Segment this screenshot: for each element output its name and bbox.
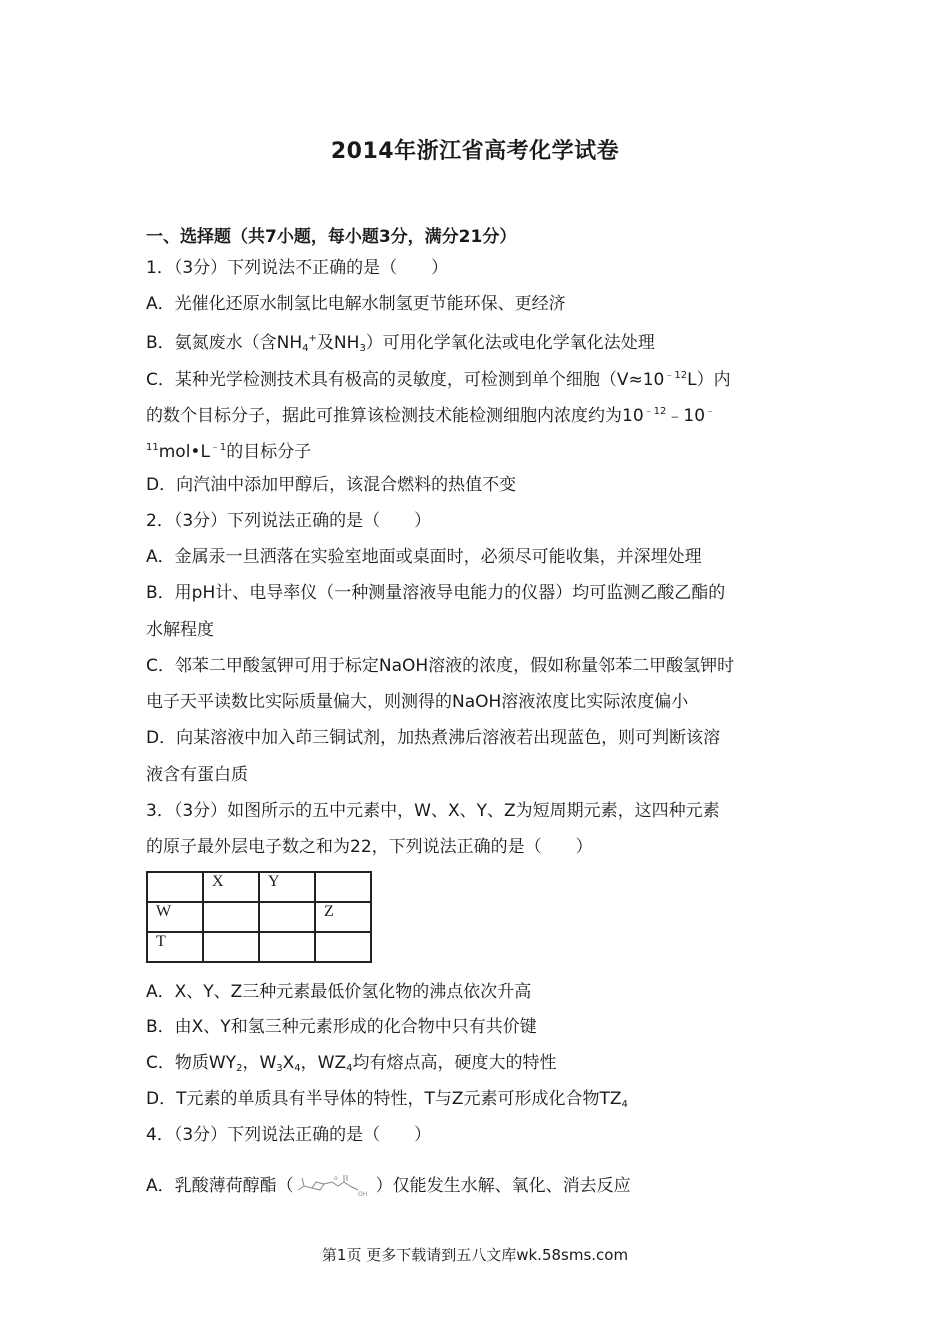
- q1-option-a: A．光催化还原水制氢比电解水制氢更节能环保、更经济: [146, 294, 566, 314]
- table-row: [147, 902, 371, 932]
- q1-option-b: B．氨氮废水（含$NH_4^+$及$NH_3$）可用化学氧化法或电化学氧化法处理: [146, 333, 655, 354]
- table-cell: W: [147, 902, 203, 932]
- table-cell: [259, 902, 315, 932]
- svg-text:OH: OH: [357, 1191, 367, 1198]
- table-cell: X: [203, 872, 259, 902]
- q3-option-d: D．T元素的单质具有半导体的特性，T与Z元素可形成化合物$TZ_4$: [146, 1089, 628, 1110]
- q3-stem-line1: 3．（3分）如图所示的五中元素中，W、X、Y、Z为短周期元素，这四种元素: [146, 801, 720, 821]
- periodic-table-fragment: [146, 871, 372, 963]
- q1-stem: 1．（3分）下列说法不正确的是（ ）: [146, 258, 449, 278]
- table-cell: [315, 872, 371, 902]
- q2-option-c-line1: C．邻苯二甲酸氢钾可用于标定NaOH溶液的浓度，假如称量邻苯二甲酸氢钾时: [146, 656, 735, 676]
- q3-option-c: C．物质$WY_2$，$W_3X_4$，$WZ_4$均有熔点高，硬度大的特性: [146, 1053, 557, 1074]
- section-heading: 一、选择题（共7小题，每小题3分，满分21分）: [146, 227, 517, 247]
- table-cell: T: [147, 932, 203, 962]
- q1-option-c-line2: 的数个目标分子，据此可推算该检测技术能检测细胞内浓度约为$10^{﹣12}﹣10^﹣$: [146, 406, 716, 426]
- svg-text:o: o: [333, 1175, 338, 1182]
- table-cell: Z: [315, 902, 371, 932]
- q4-stem: 4．（3分）下列说法正确的是（ ）: [146, 1125, 432, 1145]
- q1-option-c-line3: $^{11}mol•L^{﹣1}$的目标分子: [146, 442, 312, 462]
- q3-stem-line2: 的原子最外层电子数之和为22，下列说法正确的是（ ）: [146, 837, 593, 857]
- q1-option-c-line1: C．某种光学检测技术具有极高的灵敏度，可检测到单个细胞$(V\approx 10^{﹣12}L)$内: [146, 370, 731, 390]
- table-cell: [203, 902, 259, 932]
- page-footer: 第1页 更多下载请到五八文库wk.58sms.com: [321, 1246, 629, 1264]
- q2-option-d-line1: D．向某溶液中加入茚三铜试剂，加热煮沸后溶液若出现蓝色，则可判断该溶: [146, 728, 721, 748]
- table-cell: Y: [259, 872, 315, 902]
- q2-stem: 2．（3分）下列说法正确的是（ ）: [146, 511, 432, 531]
- q4-option-a: A．乳酸薄荷醇酯（ OH o ）仅能发生水解、氧化、消去反应: [146, 1172, 631, 1200]
- q3-option-b: B．由X、Y和氢三种元素形成的化合物中只有共价键: [146, 1017, 537, 1037]
- molecule-structure-image: [294, 1172, 376, 1200]
- q2-option-a: A．金属汞一旦洒落在实验室地面或桌面时，必须尽可能收集，并深埋处理: [146, 547, 702, 567]
- table-row: [147, 872, 371, 902]
- q2-option-c-line2: 电子天平读数比实际质量偏大，则测得的NaOH溶液浓度比实际浓度偏小: [146, 692, 689, 712]
- q2-option-d-line2: 液含有蛋白质: [146, 765, 248, 785]
- table-cell: [147, 872, 203, 902]
- table-cell: [259, 932, 315, 962]
- q3-option-a: A．X、Y、Z三种元素最低价氢化物的沸点依次升高: [146, 982, 532, 1002]
- page-title: 2014年浙江省高考化学试卷: [330, 139, 620, 164]
- q2-option-b-line2: 水解程度: [146, 620, 214, 640]
- q2-option-b-line1: B．用pH计、电导率仪（一种测量溶液导电能力的仪器）均可监测乙酸乙酯的: [146, 583, 726, 603]
- table-cell: [315, 932, 371, 962]
- table-cell: [203, 932, 259, 962]
- q1-option-d: D．向汽油中添加甲醇后，该混合燃料的热值不变: [146, 475, 517, 495]
- table-row: [147, 932, 371, 962]
